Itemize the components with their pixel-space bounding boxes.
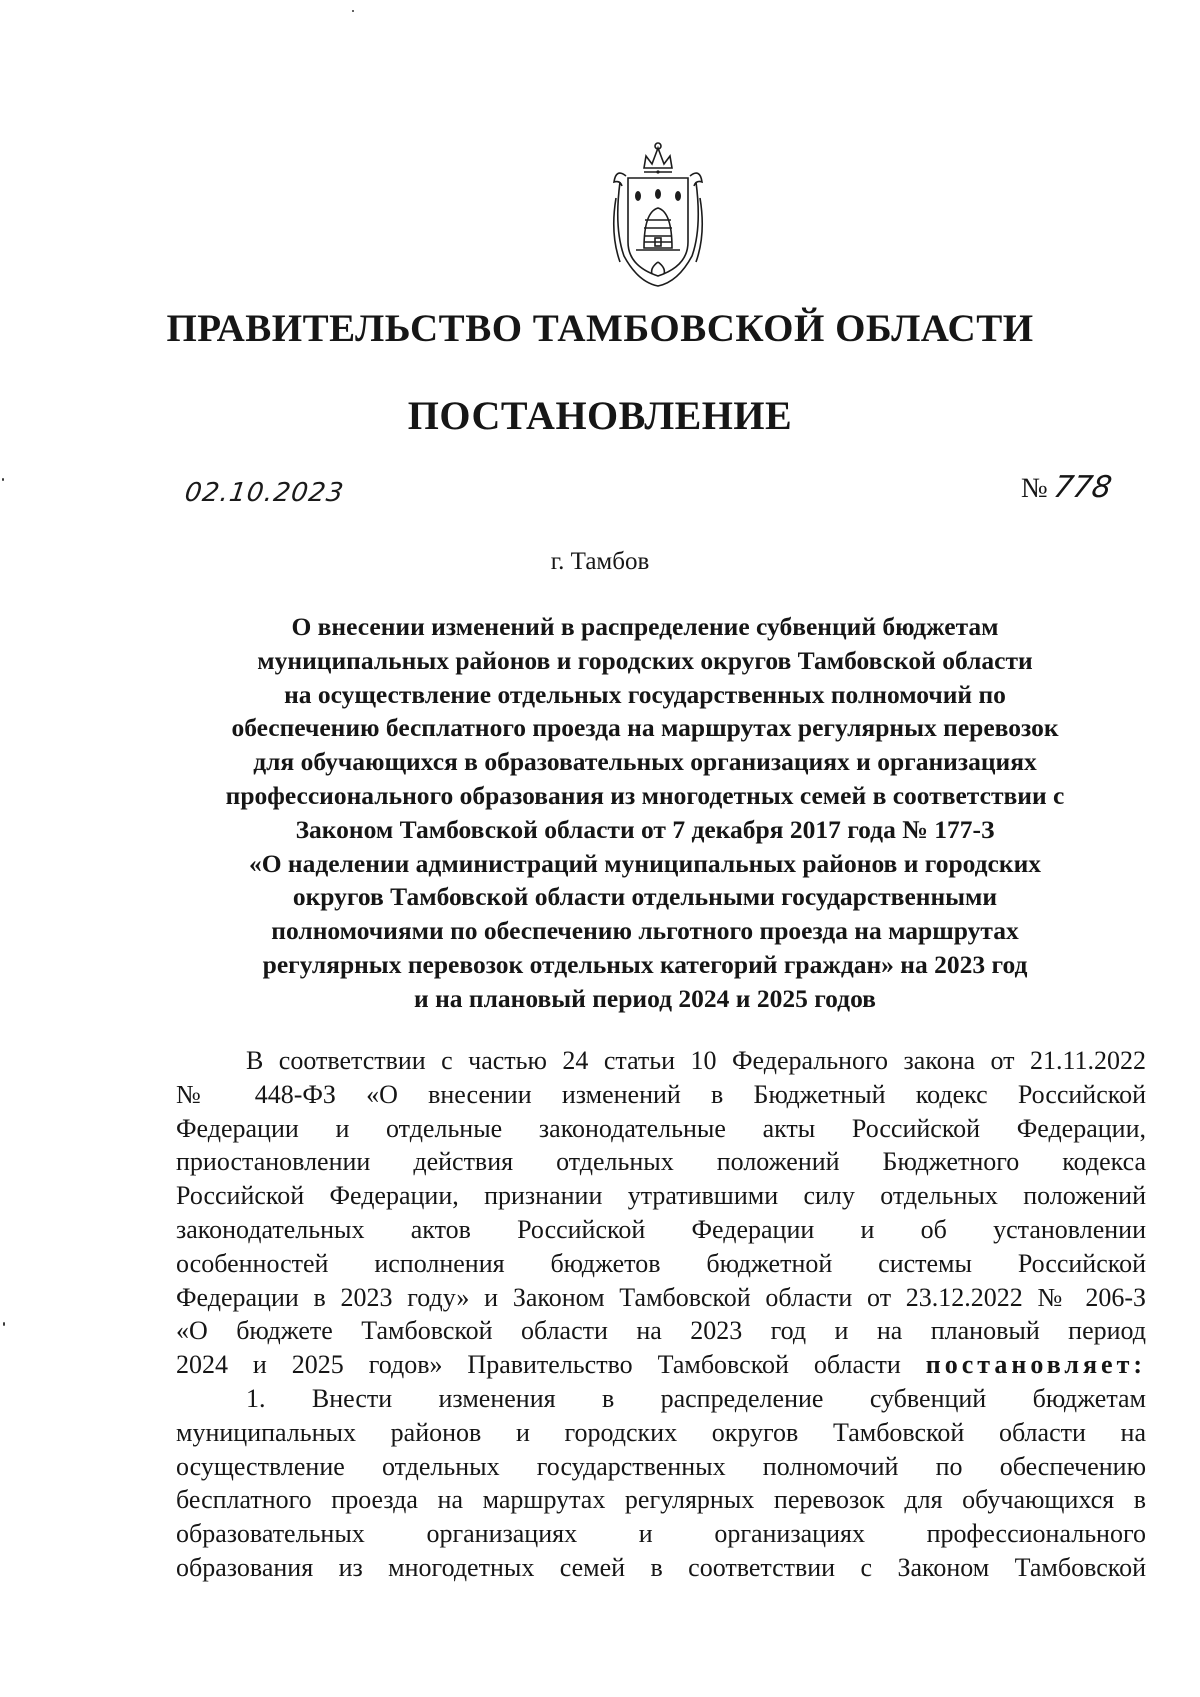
city: г. Тамбов xyxy=(550,548,650,575)
body-line: законодательных актов Российской Федерации и об установлении xyxy=(176,1214,1146,1244)
body-line: «О бюджете Тамбовской области на 2023 год и на плановый период xyxy=(176,1316,1146,1346)
item-1-line: 1. Внести изменения в распределение субвенций бюджетам xyxy=(246,1383,1146,1413)
preamble xyxy=(176,1044,1146,1585)
handwritten-date: 02.10.2023 xyxy=(182,478,346,508)
heading-line: профессионального образования из многодетных семей в соответствии с xyxy=(225,780,1065,810)
body-line: приостановлении действия отдельных положений Бюджетного кодекса xyxy=(176,1147,1146,1177)
heading-line: «О наделении администраций муниципальных районов и городских xyxy=(248,848,1042,878)
heading-line: Законом Тамбовской области от 7 декабря 2017 года № 177-З xyxy=(295,814,995,844)
heading-line: и на плановый период 2024 и 2025 годов xyxy=(414,983,876,1013)
heading-line: для обучающихся в образовательных организациях и организациях xyxy=(253,747,1037,777)
heading-line: обеспечению бесплатного проезда на маршрутах регулярных перевозок xyxy=(231,713,1059,743)
tambov-coat-of-arms-icon xyxy=(606,138,710,288)
heading-line: округов Тамбовской области отдельными государственными xyxy=(292,882,998,912)
body-line: № 448-ФЗ «О внесении изменений в Бюджетный кодекс Российской xyxy=(176,1079,1146,1109)
body-line: Федерации и отдельные законодательные акты Российской Федерации, xyxy=(176,1113,1146,1143)
body-line: особенностей исполнения бюджетов бюджетной системы Российской xyxy=(176,1248,1146,1278)
body-line: Российской Федерации, признании утратившими силу отдельных положений xyxy=(176,1181,1146,1211)
scan-speck xyxy=(2,478,4,481)
body-line-decree xyxy=(176,1348,1146,1382)
heading-line: полномочиями по обеспечению льготного проезда на маршрутах xyxy=(271,916,1019,946)
item-1-line: осуществление отдельных государственных полномочий по обеспечению xyxy=(176,1451,1146,1481)
government-title: ПРАВИТЕЛЬСТВО ТАМБОВСКОЙ ОБЛАСТИ xyxy=(166,307,1034,350)
scan-speck xyxy=(352,10,354,12)
document-heading xyxy=(160,610,1130,1016)
document-number xyxy=(1021,470,1115,505)
item-1-line: образования из многодетных семей в соответствии с Законом Тамбовской xyxy=(176,1552,1146,1582)
heading-line: О внесении изменений в распределение субвенций бюджетам xyxy=(291,612,999,641)
body-line-text: 2024 и 2025 годов» Правительство Тамбовской области xyxy=(176,1350,901,1380)
item-1-line: образовательных организациях и организациях профессионального xyxy=(176,1519,1146,1549)
body-line: В соответствии с частью 24 статьи 10 Федерального закона от 21.11.2022 xyxy=(246,1046,1146,1075)
heading-line: регулярных перевозок отдельных категорий граждан» на 2023 год xyxy=(262,949,1028,979)
item-1-line: муниципальных районов и городских округов Тамбовской области на xyxy=(176,1417,1146,1447)
body-line: Федерации в 2023 году» и Законом Тамбовской области от 23.12.2022 № 206-З xyxy=(176,1282,1146,1312)
scan-speck xyxy=(3,1322,5,1326)
handwritten-number: 778 xyxy=(1050,470,1115,505)
number-sign: № xyxy=(1021,473,1048,504)
decree-word: постановляет: xyxy=(925,1350,1147,1380)
heading-line: на осуществление отдельных государственных полномочий по xyxy=(284,679,1006,709)
heading-line: муниципальных районов и городских округов Тамбовской области xyxy=(257,645,1033,675)
item-1-line: бесплатного проезда на маршрутах регулярных перевозок для обучающихся в xyxy=(176,1485,1146,1515)
document-type: ПОСТАНОВЛЕНИЕ xyxy=(407,393,793,438)
